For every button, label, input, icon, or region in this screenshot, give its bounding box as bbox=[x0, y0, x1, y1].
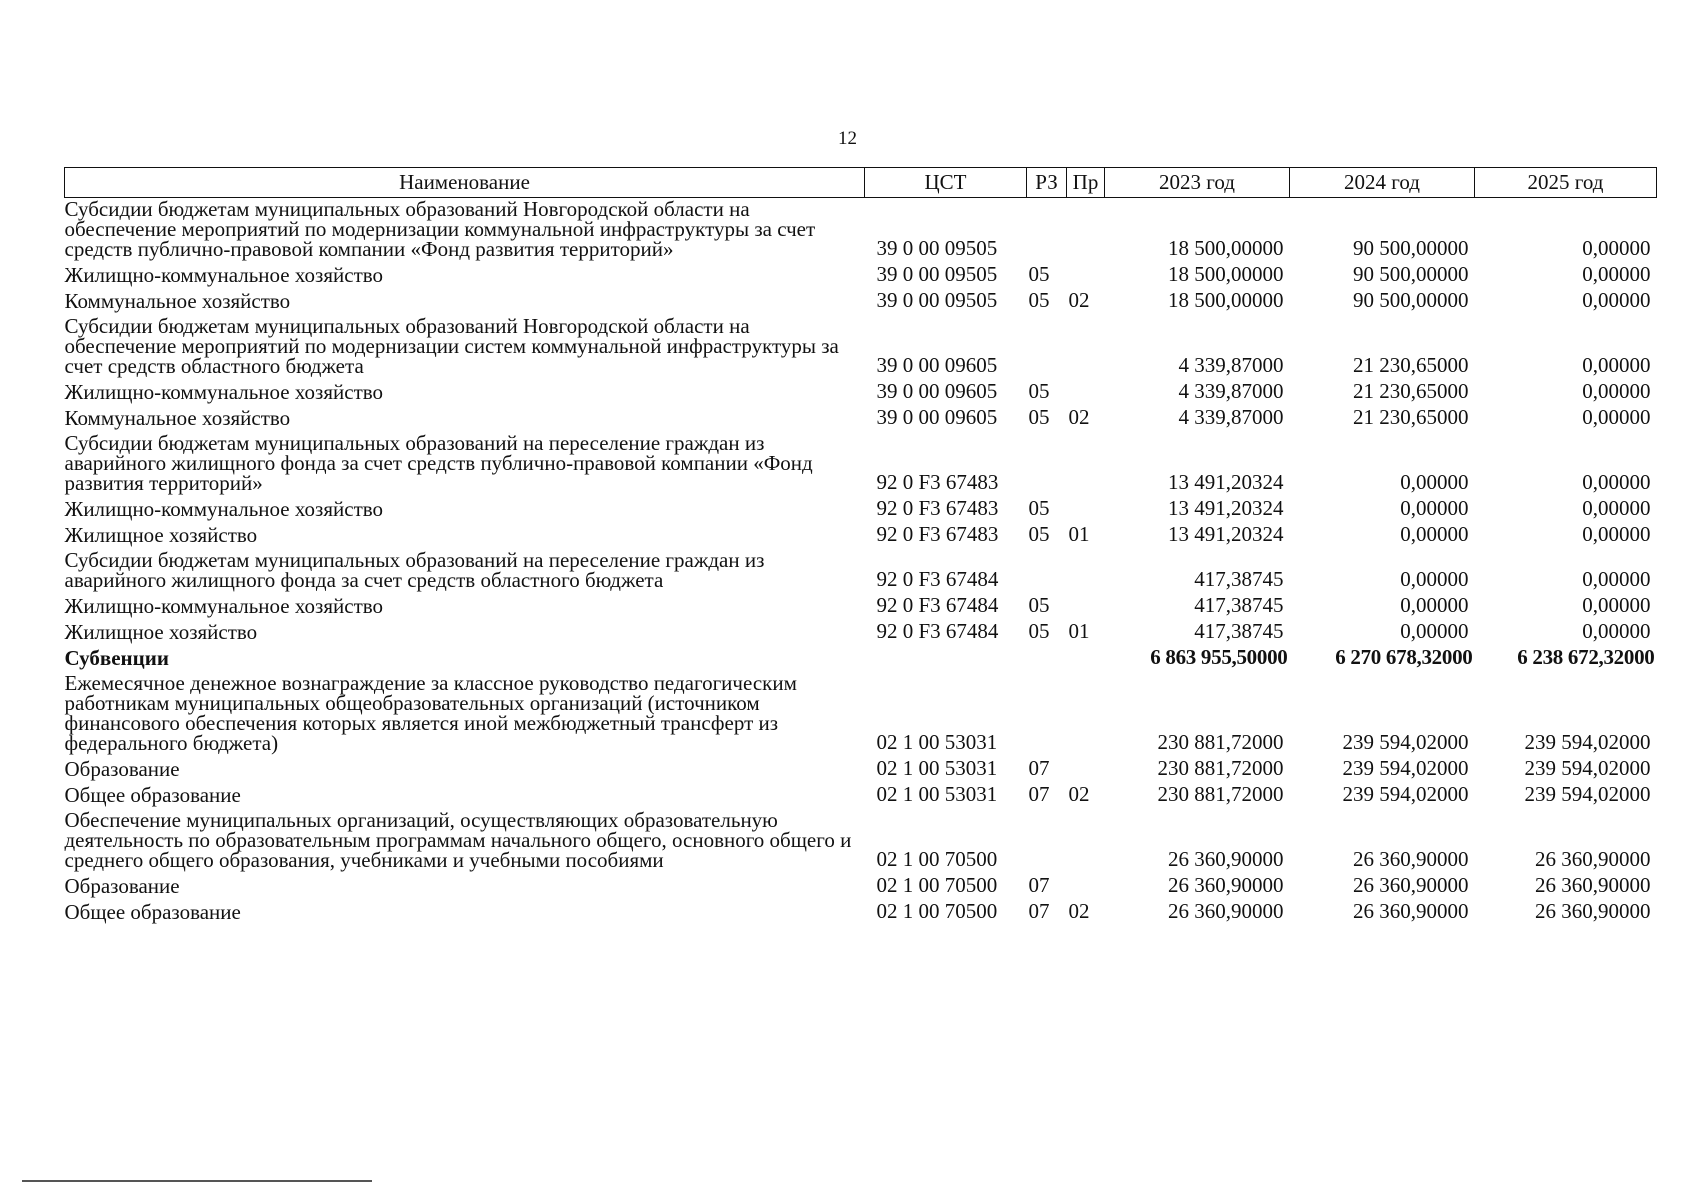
cell-2024: 21 230,65000 bbox=[1353, 405, 1469, 429]
budget-table bbox=[64, 167, 1657, 926]
cell-2025: 26 360,90000 bbox=[1535, 899, 1651, 923]
table-row bbox=[65, 594, 1657, 620]
cell-cst: 39 0 00 09505 bbox=[876, 288, 998, 312]
cell-2023: 417,38745 bbox=[1194, 619, 1284, 643]
cell-rz: 07 bbox=[1028, 782, 1050, 806]
cell-cst: 39 0 00 09605 bbox=[876, 379, 998, 403]
cell-2023: 230 881,72000 bbox=[1157, 756, 1284, 780]
cell-pr bbox=[1067, 874, 1105, 900]
table-body bbox=[65, 198, 1657, 927]
cell-pr bbox=[1067, 198, 1105, 264]
cell-2025: 239 594,02000 bbox=[1524, 782, 1651, 806]
cell-2023: 230 881,72000 bbox=[1157, 782, 1284, 806]
cell-rz: 05 bbox=[1028, 593, 1050, 617]
cell-2024: 26 360,90000 bbox=[1353, 899, 1469, 923]
cell-2023: 417,38745 bbox=[1194, 593, 1284, 617]
table-row bbox=[65, 620, 1657, 646]
cell-cst: 39 0 00 09505 bbox=[876, 236, 998, 260]
table-row bbox=[65, 198, 1657, 264]
cell-rz: 07 bbox=[1028, 873, 1050, 897]
cell-pr bbox=[1067, 315, 1105, 380]
cell-2025: 26 360,90000 bbox=[1535, 873, 1651, 897]
cell-cst: 02 1 00 70500 bbox=[876, 873, 998, 897]
cell-name: Образование bbox=[64, 757, 180, 781]
cell-cst: 92 0 F3 67484 bbox=[876, 593, 999, 617]
cell-pr: 01 bbox=[1068, 522, 1090, 546]
cell-pr bbox=[1067, 646, 1105, 672]
cell-pr bbox=[1067, 809, 1105, 874]
cell-name: Жилищное хозяйство bbox=[64, 620, 258, 644]
cell-pr: 02 bbox=[1068, 899, 1090, 923]
cell-2023: 230 881,72000 bbox=[1157, 730, 1284, 754]
cell-2023: 26 360,90000 bbox=[1168, 847, 1284, 871]
header-2024: 2024 год bbox=[1290, 168, 1475, 198]
cell-2025: 0,00000 bbox=[1582, 353, 1651, 377]
cell-name: Субсидии бюджетам муниципальных образований Новгородской области на обеспечение мероприятий по модернизации систем коммунальной инфраструктуры за счет средств областного бюджета bbox=[64, 314, 839, 378]
cell-name: Общее образование bbox=[64, 900, 241, 924]
table-row bbox=[65, 315, 1657, 380]
cell-pr bbox=[1067, 594, 1105, 620]
table-row bbox=[65, 809, 1657, 874]
cell-2025: 0,00000 bbox=[1582, 593, 1651, 617]
cell-pr bbox=[1067, 672, 1105, 757]
cell-2023: 13 491,20324 bbox=[1168, 522, 1284, 546]
cell-pr bbox=[1067, 380, 1105, 406]
cell-pr bbox=[1067, 757, 1105, 783]
cell-name: Субвенции bbox=[64, 646, 169, 670]
cell-rz: 05 bbox=[1028, 379, 1050, 403]
cell-rz bbox=[1027, 809, 1067, 874]
cell-2023: 417,38745 bbox=[1194, 567, 1284, 591]
cell-2023: 26 360,90000 bbox=[1168, 873, 1284, 897]
cell-cst: 92 0 F3 67483 bbox=[876, 496, 999, 520]
cell-pr bbox=[1067, 263, 1105, 289]
table-row bbox=[65, 523, 1657, 549]
cell-2024: 90 500,00000 bbox=[1353, 236, 1469, 260]
cell-cst bbox=[865, 646, 1027, 672]
cell-rz bbox=[1027, 646, 1067, 672]
cell-2025: 239 594,02000 bbox=[1524, 756, 1651, 780]
cell-2025: 6 238 672,32000 bbox=[1517, 645, 1655, 669]
header-row bbox=[65, 168, 1657, 198]
table-row bbox=[65, 289, 1657, 315]
cell-cst: 92 0 F3 67484 bbox=[876, 567, 999, 591]
cell-2025: 0,00000 bbox=[1582, 288, 1651, 312]
table-row bbox=[65, 783, 1657, 809]
cell-cst: 39 0 00 09605 bbox=[876, 405, 998, 429]
cell-2024: 90 500,00000 bbox=[1353, 262, 1469, 286]
cell-name: Ежемесячное денежное вознаграждение за классное руководство педагогическим работникам муниципальных общеобразовательных организаций (источником финансового обеспечения которых является иной межбюджетный трансферт из федерального бюджета) bbox=[64, 671, 797, 755]
cell-2024: 0,00000 bbox=[1400, 593, 1469, 617]
cell-2024: 21 230,65000 bbox=[1353, 353, 1469, 377]
table-row bbox=[65, 874, 1657, 900]
header-cst: ЦСТ bbox=[865, 168, 1027, 198]
cell-rz: 05 bbox=[1028, 522, 1050, 546]
table-row bbox=[65, 497, 1657, 523]
cell-rz bbox=[1027, 549, 1067, 594]
cell-pr: 02 bbox=[1068, 782, 1090, 806]
cell-name: Коммунальное хозяйство bbox=[64, 406, 291, 430]
table-row bbox=[65, 672, 1657, 757]
cell-name: Общее образование bbox=[64, 783, 241, 807]
cell-2025: 0,00000 bbox=[1582, 470, 1651, 494]
cell-name: Жилищно-коммунальное хозяйство bbox=[64, 497, 384, 521]
table-row bbox=[65, 900, 1657, 926]
cell-2025: 0,00000 bbox=[1582, 619, 1651, 643]
cell-2024: 239 594,02000 bbox=[1342, 730, 1469, 754]
cell-2023: 4 339,87000 bbox=[1178, 379, 1284, 403]
cell-rz: 07 bbox=[1028, 756, 1050, 780]
cell-2024: 0,00000 bbox=[1400, 619, 1469, 643]
cell-2023: 18 500,00000 bbox=[1168, 262, 1284, 286]
cell-2025: 0,00000 bbox=[1582, 522, 1651, 546]
cell-cst: 02 1 00 70500 bbox=[876, 847, 998, 871]
cell-2025: 26 360,90000 bbox=[1535, 847, 1651, 871]
cell-rz: 05 bbox=[1028, 496, 1050, 520]
table-row bbox=[65, 380, 1657, 406]
cell-rz: 05 bbox=[1028, 288, 1050, 312]
cell-name: Жилищно-коммунальное хозяйство bbox=[64, 594, 384, 618]
cell-cst: 92 0 F3 67484 bbox=[876, 619, 999, 643]
cell-name: Жилищно-коммунальное хозяйство bbox=[64, 380, 384, 404]
cell-rz: 05 bbox=[1028, 405, 1050, 429]
cell-2024: 90 500,00000 bbox=[1353, 288, 1469, 312]
cell-rz bbox=[1027, 672, 1067, 757]
cell-pr bbox=[1067, 497, 1105, 523]
cell-name: Субсидии бюджетам муниципальных образований на переселение граждан из аварийного жилищного фонда за счет средств областного бюджета bbox=[64, 548, 765, 592]
cell-cst: 39 0 00 09605 bbox=[876, 353, 998, 377]
cell-cst: 02 1 00 53031 bbox=[876, 730, 998, 754]
cell-name: Субсидии бюджетам муниципальных образований Новгородской области на обеспечение мероприятий по модернизации коммунальной инфраструктуры за счет средств публично-правовой компании «Фонд развития территорий» bbox=[64, 197, 816, 261]
cell-2023: 13 491,20324 bbox=[1168, 496, 1284, 520]
cell-2024: 26 360,90000 bbox=[1353, 847, 1469, 871]
cell-cst: 02 1 00 53031 bbox=[876, 782, 998, 806]
cell-2024: 21 230,65000 bbox=[1353, 379, 1469, 403]
cell-pr: 02 bbox=[1068, 405, 1090, 429]
table-row bbox=[65, 263, 1657, 289]
header-pr: Пр bbox=[1067, 168, 1105, 198]
cell-2024: 0,00000 bbox=[1400, 496, 1469, 520]
footer-divider bbox=[22, 1180, 372, 1182]
header-2025: 2025 год bbox=[1475, 168, 1657, 198]
cell-2024: 239 594,02000 bbox=[1342, 782, 1469, 806]
header-name: Наименование bbox=[65, 168, 865, 198]
cell-name: Образование bbox=[64, 874, 180, 898]
cell-name: Обеспечение муниципальных организаций, осуществляющих образовательную деятельность по образовательным программам начального общего, основного общего и среднего общего образования, учебниками и учебными пособиями bbox=[64, 808, 852, 872]
cell-2023: 26 360,90000 bbox=[1168, 899, 1284, 923]
cell-cst: 39 0 00 09505 bbox=[876, 262, 998, 286]
cell-cst: 92 0 F3 67483 bbox=[876, 522, 999, 546]
cell-name: Жилищное хозяйство bbox=[64, 523, 258, 547]
table-row bbox=[65, 549, 1657, 594]
cell-2025: 0,00000 bbox=[1582, 496, 1651, 520]
cell-2023: 4 339,87000 bbox=[1178, 353, 1284, 377]
cell-rz: 07 bbox=[1028, 899, 1050, 923]
table-header bbox=[65, 168, 1657, 198]
cell-cst: 92 0 F3 67483 bbox=[876, 470, 999, 494]
cell-pr: 01 bbox=[1068, 619, 1090, 643]
cell-2024: 6 270 678,32000 bbox=[1335, 645, 1473, 669]
cell-pr bbox=[1067, 549, 1105, 594]
cell-name: Жилищно-коммунальное хозяйство bbox=[64, 263, 384, 287]
cell-2024: 239 594,02000 bbox=[1342, 756, 1469, 780]
cell-2025: 0,00000 bbox=[1582, 567, 1651, 591]
cell-2023: 18 500,00000 bbox=[1168, 288, 1284, 312]
cell-pr: 02 bbox=[1068, 288, 1090, 312]
cell-rz bbox=[1027, 432, 1067, 497]
cell-rz bbox=[1027, 315, 1067, 380]
page-number: 12 bbox=[838, 128, 857, 149]
cell-cst: 02 1 00 70500 bbox=[876, 899, 998, 923]
cell-2024: 0,00000 bbox=[1400, 522, 1469, 546]
cell-2024: 0,00000 bbox=[1400, 470, 1469, 494]
cell-name: Субсидии бюджетам муниципальных образований на переселение граждан из аварийного жилищного фонда за счет средств публично-правовой компании «Фонд развития территорий» bbox=[64, 431, 813, 495]
cell-2023: 18 500,00000 bbox=[1168, 236, 1284, 260]
cell-2025: 0,00000 bbox=[1582, 405, 1651, 429]
cell-2024: 0,00000 bbox=[1400, 567, 1469, 591]
table-row bbox=[65, 406, 1657, 432]
cell-2023: 4 339,87000 bbox=[1178, 405, 1284, 429]
cell-rz bbox=[1027, 198, 1067, 264]
cell-2023: 6 863 955,50000 bbox=[1150, 645, 1288, 669]
cell-2025: 239 594,02000 bbox=[1524, 730, 1651, 754]
cell-name: Коммунальное хозяйство bbox=[64, 289, 291, 313]
cell-2025: 0,00000 bbox=[1582, 262, 1651, 286]
table-row bbox=[65, 432, 1657, 497]
cell-pr bbox=[1067, 432, 1105, 497]
table-row bbox=[65, 646, 1657, 672]
cell-2025: 0,00000 bbox=[1582, 236, 1651, 260]
cell-rz: 05 bbox=[1028, 619, 1050, 643]
cell-2023: 13 491,20324 bbox=[1168, 470, 1284, 494]
header-rz: РЗ bbox=[1027, 168, 1067, 198]
header-2023: 2023 год bbox=[1105, 168, 1290, 198]
cell-rz: 05 bbox=[1028, 262, 1050, 286]
cell-2025: 0,00000 bbox=[1582, 379, 1651, 403]
cell-2024: 26 360,90000 bbox=[1353, 873, 1469, 897]
table-row bbox=[65, 757, 1657, 783]
cell-cst: 02 1 00 53031 bbox=[876, 756, 998, 780]
